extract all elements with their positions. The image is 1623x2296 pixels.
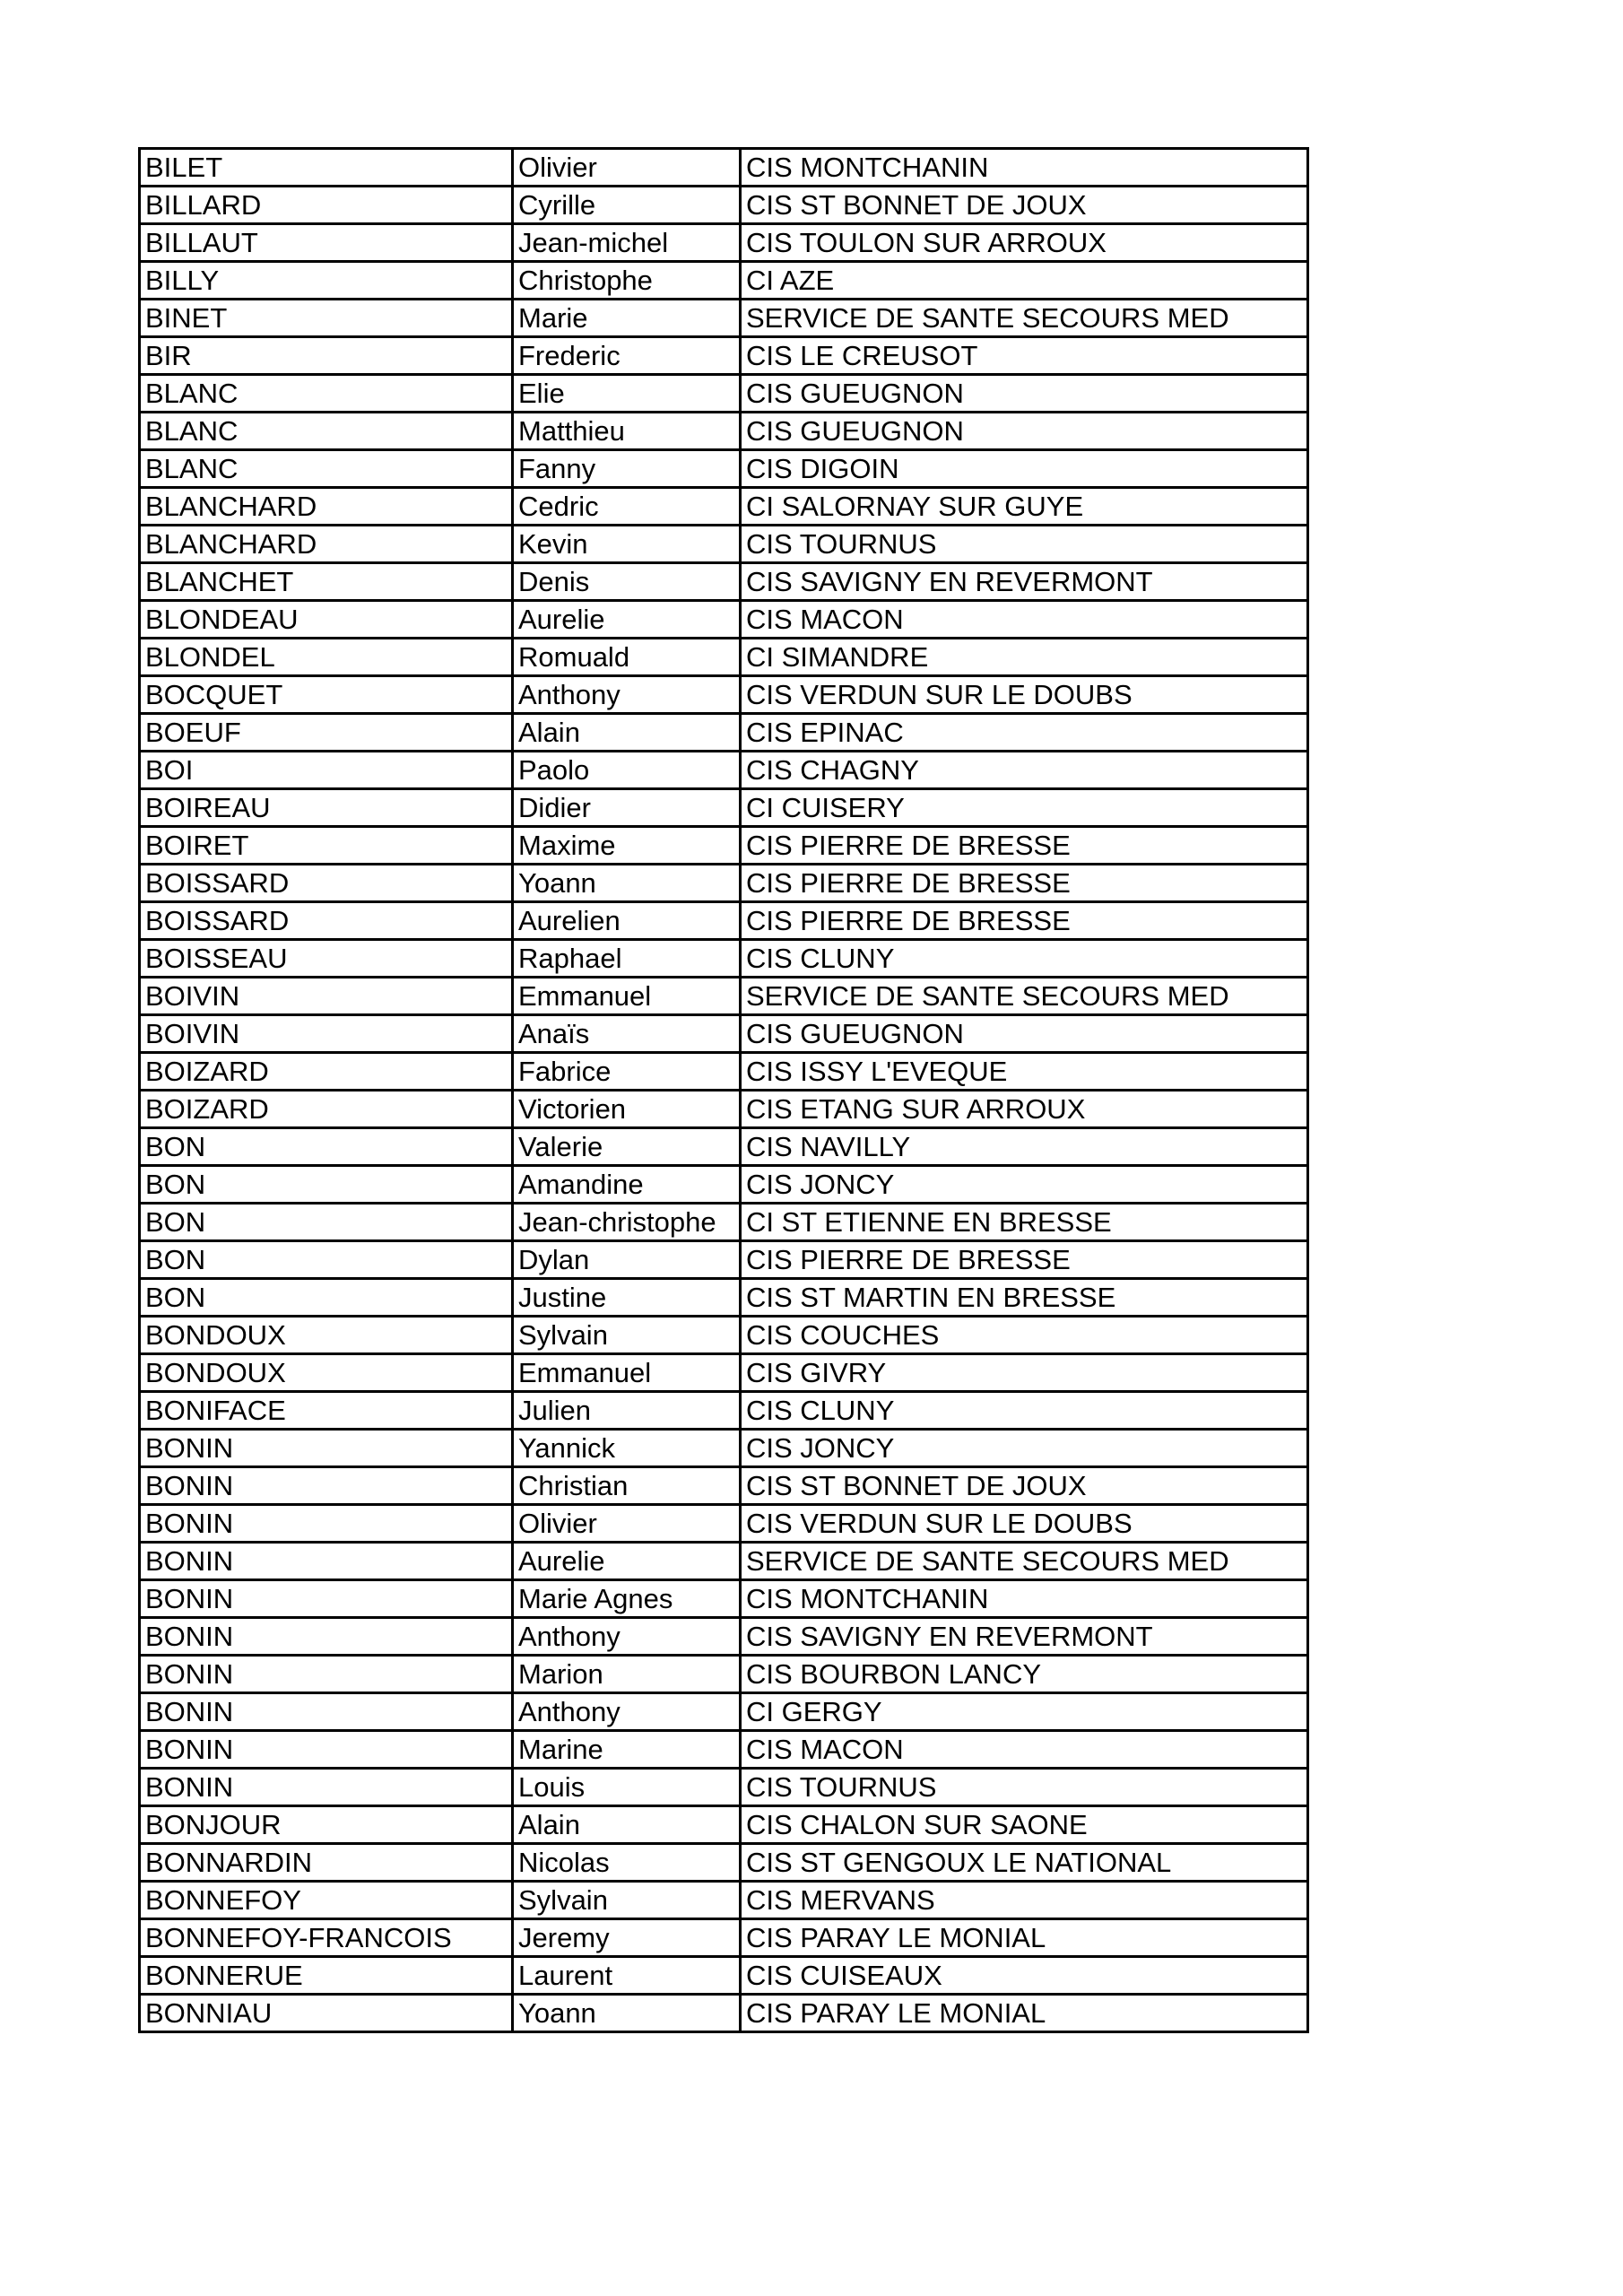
table-row	[140, 865, 1308, 902]
table-row	[140, 827, 1308, 865]
station-cell: CIS CUISEAUX	[741, 1957, 1308, 1995]
first-name-cell: Aurelien	[513, 902, 741, 940]
station-cell: CIS MACON	[741, 1731, 1308, 1769]
station-cell: CIS MONTCHANIN	[741, 149, 1308, 187]
last-name-cell: BOIZARD	[140, 1053, 513, 1091]
last-name-cell: BONIFACE	[140, 1392, 513, 1430]
first-name-cell: Anthony	[513, 676, 741, 714]
table-row	[140, 940, 1308, 978]
last-name-cell: BONJOUR	[140, 1806, 513, 1844]
station-cell: CIS EPINAC	[741, 714, 1308, 752]
table-row	[140, 1241, 1308, 1279]
table-row	[140, 1015, 1308, 1053]
first-name-cell: Victorien	[513, 1091, 741, 1128]
last-name-cell: BOISSARD	[140, 902, 513, 940]
last-name-cell: BOI	[140, 752, 513, 789]
station-cell: CIS PIERRE DE BRESSE	[741, 902, 1308, 940]
first-name-cell: Anthony	[513, 1693, 741, 1731]
first-name-cell: Christophe	[513, 262, 741, 300]
station-cell: CIS MONTCHANIN	[741, 1580, 1308, 1618]
station-cell: CIS SAVIGNY EN REVERMONT	[741, 563, 1308, 601]
last-name-cell: BOEUF	[140, 714, 513, 752]
last-name-cell: BINET	[140, 300, 513, 337]
first-name-cell: Olivier	[513, 1505, 741, 1543]
station-cell: CIS CHALON SUR SAONE	[741, 1806, 1308, 1844]
first-name-cell: Cedric	[513, 488, 741, 526]
last-name-cell: BOISSARD	[140, 865, 513, 902]
last-name-cell: BON	[140, 1204, 513, 1241]
last-name-cell: BONIN	[140, 1430, 513, 1467]
table-row	[140, 526, 1308, 563]
last-name-cell: BOISSEAU	[140, 940, 513, 978]
station-cell: CIS GUEUGNON	[741, 413, 1308, 450]
first-name-cell: Valerie	[513, 1128, 741, 1166]
first-name-cell: Romuald	[513, 639, 741, 676]
last-name-cell: BLANCHET	[140, 563, 513, 601]
table-row	[140, 1053, 1308, 1091]
station-cell: CIS ETANG SUR ARROUX	[741, 1091, 1308, 1128]
table-row	[140, 224, 1308, 262]
station-cell: CI GERGY	[741, 1693, 1308, 1731]
last-name-cell: BILLY	[140, 262, 513, 300]
first-name-cell: Nicolas	[513, 1844, 741, 1882]
first-name-cell: Didier	[513, 789, 741, 827]
table-row	[140, 1693, 1308, 1731]
first-name-cell: Justine	[513, 1279, 741, 1317]
table-row	[140, 1618, 1308, 1656]
table-row	[140, 676, 1308, 714]
table-row	[140, 375, 1308, 413]
table-row	[140, 1769, 1308, 1806]
first-name-cell: Alain	[513, 714, 741, 752]
station-cell: CIS ISSY L'EVEQUE	[741, 1053, 1308, 1091]
first-name-cell: Fabrice	[513, 1053, 741, 1091]
last-name-cell: BLANCHARD	[140, 488, 513, 526]
first-name-cell: Jean-michel	[513, 224, 741, 262]
station-cell: CIS CHAGNY	[741, 752, 1308, 789]
table-row	[140, 789, 1308, 827]
station-cell: CIS JONCY	[741, 1430, 1308, 1467]
first-name-cell: Jeremy	[513, 1919, 741, 1957]
last-name-cell: BONDOUX	[140, 1317, 513, 1354]
last-name-cell: BONNEFOY	[140, 1882, 513, 1919]
table-row	[140, 902, 1308, 940]
last-name-cell: BONNERUE	[140, 1957, 513, 1995]
table-row	[140, 563, 1308, 601]
station-cell: CIS TOURNUS	[741, 1769, 1308, 1806]
last-name-cell: BOIRET	[140, 827, 513, 865]
station-cell: CIS PIERRE DE BRESSE	[741, 1241, 1308, 1279]
table-row	[140, 1806, 1308, 1844]
last-name-cell: BIR	[140, 337, 513, 375]
station-cell: CIS TOURNUS	[741, 526, 1308, 563]
station-cell: CI AZE	[741, 262, 1308, 300]
station-cell: CIS MERVANS	[741, 1882, 1308, 1919]
first-name-cell: Louis	[513, 1769, 741, 1806]
table-row	[140, 1844, 1308, 1882]
first-name-cell: Julien	[513, 1392, 741, 1430]
table-row	[140, 300, 1308, 337]
last-name-cell: BLANC	[140, 450, 513, 488]
last-name-cell: BLANCHARD	[140, 526, 513, 563]
station-cell: CI SIMANDRE	[741, 639, 1308, 676]
station-cell: SERVICE DE SANTE SECOURS MED	[741, 1543, 1308, 1580]
first-name-cell: Sylvain	[513, 1317, 741, 1354]
table-row	[140, 1279, 1308, 1317]
first-name-cell: Elie	[513, 375, 741, 413]
last-name-cell: BONIN	[140, 1618, 513, 1656]
station-cell: CI CUISERY	[741, 789, 1308, 827]
table-row	[140, 601, 1308, 639]
last-name-cell: BILLARD	[140, 187, 513, 224]
station-cell: CIS CLUNY	[741, 1392, 1308, 1430]
station-cell: CIS VERDUN SUR LE DOUBS	[741, 1505, 1308, 1543]
station-cell: CIS NAVILLY	[741, 1128, 1308, 1166]
first-name-cell: Laurent	[513, 1957, 741, 1995]
station-cell: CIS JONCY	[741, 1166, 1308, 1204]
first-name-cell: Frederic	[513, 337, 741, 375]
station-cell: CIS PARAY LE MONIAL	[741, 1919, 1308, 1957]
last-name-cell: BOIZARD	[140, 1091, 513, 1128]
first-name-cell: Anaïs	[513, 1015, 741, 1053]
first-name-cell: Marie	[513, 300, 741, 337]
table-row	[140, 1656, 1308, 1693]
last-name-cell: BLONDEL	[140, 639, 513, 676]
table-row	[140, 1204, 1308, 1241]
last-name-cell: BONIN	[140, 1656, 513, 1693]
station-cell: CIS BOURBON LANCY	[741, 1656, 1308, 1693]
station-cell: CIS COUCHES	[741, 1317, 1308, 1354]
last-name-cell: BOIVIN	[140, 1015, 513, 1053]
first-name-cell: Yoann	[513, 865, 741, 902]
first-name-cell: Denis	[513, 563, 741, 601]
first-name-cell: Alain	[513, 1806, 741, 1844]
table-row	[140, 488, 1308, 526]
table-row	[140, 450, 1308, 488]
table-row	[140, 1505, 1308, 1543]
station-cell: CI SALORNAY SUR GUYE	[741, 488, 1308, 526]
last-name-cell: BONIN	[140, 1693, 513, 1731]
table-row	[140, 337, 1308, 375]
last-name-cell: BONIN	[140, 1543, 513, 1580]
table-row	[140, 1543, 1308, 1580]
first-name-cell: Marie Agnes	[513, 1580, 741, 1618]
first-name-cell: Emmanuel	[513, 1354, 741, 1392]
first-name-cell: Raphael	[513, 940, 741, 978]
last-name-cell: BONIN	[140, 1580, 513, 1618]
first-name-cell: Christian	[513, 1467, 741, 1505]
last-name-cell: BONDOUX	[140, 1354, 513, 1392]
last-name-cell: BONIN	[140, 1505, 513, 1543]
station-cell: CIS MACON	[741, 601, 1308, 639]
table-row	[140, 1317, 1308, 1354]
last-name-cell: BLANC	[140, 375, 513, 413]
first-name-cell: Sylvain	[513, 1882, 741, 1919]
last-name-cell: BON	[140, 1128, 513, 1166]
station-cell: CIS ST BONNET DE JOUX	[741, 1467, 1308, 1505]
last-name-cell: BONIN	[140, 1731, 513, 1769]
station-cell: CIS LE CREUSOT	[741, 337, 1308, 375]
last-name-cell: BON	[140, 1241, 513, 1279]
last-name-cell: BOCQUET	[140, 676, 513, 714]
station-cell: CIS SAVIGNY EN REVERMONT	[741, 1618, 1308, 1656]
station-cell: SERVICE DE SANTE SECOURS MED	[741, 978, 1308, 1015]
table-row	[140, 1354, 1308, 1392]
last-name-cell: BOIVIN	[140, 978, 513, 1015]
first-name-cell: Aurelie	[513, 1543, 741, 1580]
first-name-cell: Matthieu	[513, 413, 741, 450]
table-row	[140, 1128, 1308, 1166]
station-cell: CIS ST GENGOUX LE NATIONAL	[741, 1844, 1308, 1882]
station-cell: CIS DIGOIN	[741, 450, 1308, 488]
station-cell: CIS PIERRE DE BRESSE	[741, 827, 1308, 865]
station-cell: CIS TOULON SUR ARROUX	[741, 224, 1308, 262]
first-name-cell: Cyrille	[513, 187, 741, 224]
first-name-cell: Emmanuel	[513, 978, 741, 1015]
first-name-cell: Maxime	[513, 827, 741, 865]
first-name-cell: Amandine	[513, 1166, 741, 1204]
station-cell: CIS PARAY LE MONIAL	[741, 1995, 1308, 2032]
table-row	[140, 1166, 1308, 1204]
table-row	[140, 1882, 1308, 1919]
table-row	[140, 639, 1308, 676]
station-cell: CIS CLUNY	[741, 940, 1308, 978]
station-cell: SERVICE DE SANTE SECOURS MED	[741, 300, 1308, 337]
last-name-cell: BON	[140, 1166, 513, 1204]
last-name-cell: BLONDEAU	[140, 601, 513, 639]
station-cell: CIS GIVRY	[741, 1354, 1308, 1392]
first-name-cell: Marion	[513, 1656, 741, 1693]
last-name-cell: BONIN	[140, 1769, 513, 1806]
table-row	[140, 1580, 1308, 1618]
table-row	[140, 149, 1308, 187]
last-name-cell: BONNIAU	[140, 1995, 513, 2032]
first-name-cell: Dylan	[513, 1241, 741, 1279]
last-name-cell: BONIN	[140, 1467, 513, 1505]
table-row	[140, 1091, 1308, 1128]
station-cell: CIS ST MARTIN EN BRESSE	[741, 1279, 1308, 1317]
personnel-table-body	[140, 149, 1308, 2032]
first-name-cell: Jean-christophe	[513, 1204, 741, 1241]
last-name-cell: BON	[140, 1279, 513, 1317]
first-name-cell: Yannick	[513, 1430, 741, 1467]
last-name-cell: BILLAUT	[140, 224, 513, 262]
station-cell: CIS GUEUGNON	[741, 1015, 1308, 1053]
first-name-cell: Paolo	[513, 752, 741, 789]
first-name-cell: Kevin	[513, 526, 741, 563]
table-row	[140, 1467, 1308, 1505]
first-name-cell: Olivier	[513, 149, 741, 187]
last-name-cell: BONNEFOY-FRANCOIS	[140, 1919, 513, 1957]
table-row	[140, 262, 1308, 300]
last-name-cell: BONNARDIN	[140, 1844, 513, 1882]
table-row	[140, 1731, 1308, 1769]
last-name-cell: BLANC	[140, 413, 513, 450]
table-row	[140, 1430, 1308, 1467]
first-name-cell: Marine	[513, 1731, 741, 1769]
table-row	[140, 1957, 1308, 1995]
station-cell: CIS PIERRE DE BRESSE	[741, 865, 1308, 902]
last-name-cell: BILET	[140, 149, 513, 187]
first-name-cell: Fanny	[513, 450, 741, 488]
first-name-cell: Aurelie	[513, 601, 741, 639]
table-row	[140, 1919, 1308, 1957]
last-name-cell: BOIREAU	[140, 789, 513, 827]
first-name-cell: Anthony	[513, 1618, 741, 1656]
station-cell: CIS ST BONNET DE JOUX	[741, 187, 1308, 224]
table-row	[140, 714, 1308, 752]
station-cell: CI ST ETIENNE EN BRESSE	[741, 1204, 1308, 1241]
first-name-cell: Yoann	[513, 1995, 741, 2032]
station-cell: CIS GUEUGNON	[741, 375, 1308, 413]
table-row	[140, 1995, 1308, 2032]
table-row	[140, 1392, 1308, 1430]
table-row	[140, 187, 1308, 224]
table-row	[140, 978, 1308, 1015]
table-row	[140, 413, 1308, 450]
station-cell: CIS VERDUN SUR LE DOUBS	[741, 676, 1308, 714]
personnel-table	[138, 147, 1309, 2033]
table-row	[140, 752, 1308, 789]
